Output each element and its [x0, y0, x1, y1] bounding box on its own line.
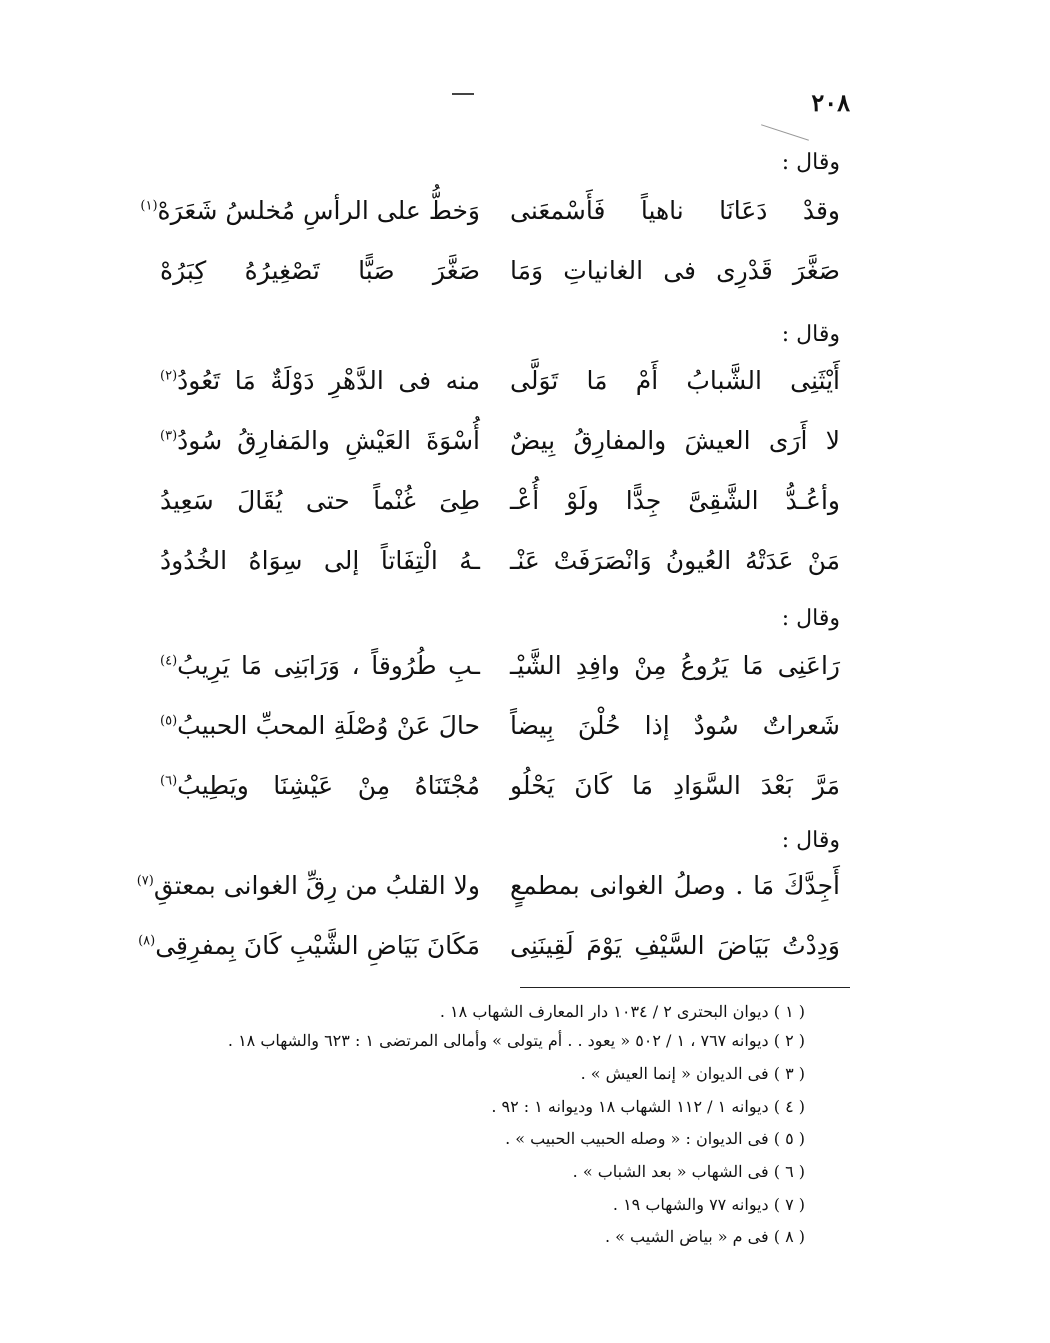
- verse-second-hemistich: [160, 245, 480, 297]
- verse-line: [160, 415, 840, 467]
- footnote-marker: (٦): [160, 773, 178, 789]
- verse-first-hemistich: وَدِدْتُ بَيَاضَ السَّيْفِ يَوْمَ لَقِينَنِى: [510, 931, 840, 960]
- footnote-item: ( ١ ) ديوان البحترى ٢ / ١٠٣٤ دار المعارف الشهاب ١٨ .: [439, 1002, 805, 1021]
- verse-first-hemistich: وقدْ دَعَانَا ناهياً فَأَسْمعَنى: [510, 196, 840, 225]
- section-intro: وقال :: [781, 606, 840, 631]
- footnote-item: ( ٢ ) ديوانه ٧٦٧ ، ١ / ٥٠٢ « يعود . . أم يتولى » وأمالى المرتضى ١ : ٦٢٣ والشهاب ١٨ .: [227, 1031, 805, 1050]
- verse-line: [160, 700, 840, 752]
- footnote-marker: (٤): [160, 653, 178, 669]
- verse-second-hemistich: [160, 700, 480, 752]
- verse-second-hemistich: [160, 415, 480, 467]
- verse-first-hemistich: لا أَرَى العيشَ والمفارِقُ بِيضٌ: [510, 426, 840, 455]
- verse-second-hemistich-text: حالَ عَنْ وُصْلَةِ المحبِّ الحبيبُ: [177, 711, 480, 740]
- verse-second-hemistich: [160, 535, 480, 587]
- verse-first-hemistich: صَغَّرَ قَدْرِى فى الغانياتِ وَمَا: [510, 256, 840, 285]
- verse-second-hemistich-text: ـبِ طُرُوقاً ، وَرَابَنِى مَا يَرِيبُ: [177, 651, 480, 680]
- verse-second-hemistich: [160, 640, 480, 692]
- footnote-marker: (٧): [136, 873, 154, 889]
- verse-second-hemistich: [140, 185, 480, 237]
- verse-first-hemistich: وأعُـدُّ الشَّقِىَّ جِدًّا ولَوْ أُعْـ: [510, 486, 840, 515]
- verse-second-hemistich: [160, 475, 480, 527]
- page-number: ٢٠٨: [811, 88, 850, 117]
- verse-second-hemistich-text: ـهُ الْتِفَاتاً إلى سِوَاهُ الخُدُودُ: [160, 546, 480, 575]
- section-intro: وقال :: [781, 322, 840, 347]
- footnote-marker: (٨): [138, 933, 156, 949]
- verse-second-hemistich-text: ولا القلبُ من رِقِّ الغوانى بمعتقِ: [153, 871, 480, 900]
- footnote-item: ( ٨ ) فى م « بياض الشيب » .: [604, 1227, 805, 1246]
- verse-second-hemistich: [136, 860, 480, 912]
- verse-second-hemistich-text: وَخطُّ على الرأسِ مُخلسُ شَعَرَهْ: [157, 196, 480, 225]
- verse-second-hemistich-text: مُجْتَنَاهُ مِنْ عَيْشِنَا ويَطِيبُ: [177, 771, 480, 800]
- verse-line: [160, 535, 840, 587]
- footnote-item: ( ٤ ) ديوانه ١ / ١١٢ الشهاب ١٨ وديوانه ١ : ٩٢ .: [491, 1097, 805, 1116]
- verse-line: [160, 355, 840, 407]
- verse-first-hemistich: أَجِدَّكَ مَا . وصلُ الغوانى بمطمعٍ: [510, 871, 840, 900]
- section-intro: وقال :: [781, 150, 840, 175]
- verse-line: [136, 860, 840, 912]
- verse-line: [138, 920, 840, 972]
- verse-line: [160, 245, 840, 297]
- verse-line: [160, 475, 840, 527]
- footnote-item: ( ٥ ) فى الديوان : « وصله الحبيب الحبيب » .: [505, 1129, 805, 1148]
- footnote-item: ( ٣ ) فى الديوان « إنما العيش » .: [580, 1064, 805, 1083]
- verse-second-hemistich: [160, 760, 480, 812]
- verse-line: [160, 760, 840, 812]
- footnote-rule: [520, 987, 850, 988]
- verse-line: [140, 185, 840, 237]
- footnote-marker: (٥): [160, 713, 178, 729]
- verse-first-hemistich: رَاعَنِى مَا يَرُوعُ مِنْ وافِدِ الشَّيْـ: [510, 651, 840, 680]
- verse-line: [160, 640, 840, 692]
- footnote-marker: (٣): [160, 428, 178, 444]
- verse-second-hemistich-text: صَغَّرَ صَبًّا تَصْغِيرُهُ كِبَرُهْ: [160, 256, 480, 285]
- footnote-marker: (٢): [160, 368, 178, 384]
- verse-second-hemistich: [160, 355, 480, 407]
- footnote-item: ( ٦ ) فى الشهاب « بعد الشباب » .: [572, 1162, 805, 1181]
- verse-second-hemistich: [138, 920, 480, 972]
- footnote-item: ( ٧ ) ديوانه ٧٧ والشهاب ١٩ .: [612, 1195, 805, 1214]
- verse-first-hemistich: شَعراتٌ سُودٌ إذا حُلْنَ بِيضاً: [510, 711, 840, 740]
- verse-second-hemistich-text: منه فى الدَّهْرِ دَوْلَةٌ مَا تَعُودُ: [177, 366, 480, 395]
- verse-first-hemistich: مَنْ عَدَتْهُ العُيونُ وَانْصَرَفَتْ عَنْـ: [510, 546, 840, 575]
- verse-first-hemistich: أَيْثَنِى الشَّبابُ أَمْ مَا تَوَلَّى: [510, 366, 840, 395]
- verse-second-hemistich-text: أُسْوَةَ العَيْشِ والمَفارِقُ سُودُ: [177, 426, 480, 455]
- section-intro: وقال :: [781, 828, 840, 853]
- footnote-marker: (١): [140, 198, 158, 214]
- verse-second-hemistich-text: مَكَانَ بَيَاضِ الشَّيْبِ كَانَ بِمفرِقِى: [155, 931, 480, 960]
- verse-first-hemistich: مَرَّ بَعْدَ السَّوَادِ مَا كَانَ يَحْلُو: [510, 771, 840, 800]
- verse-second-hemistich-text: طِىَ غُنْماً حتى يُقَالَ سَعِيدُ: [160, 486, 480, 515]
